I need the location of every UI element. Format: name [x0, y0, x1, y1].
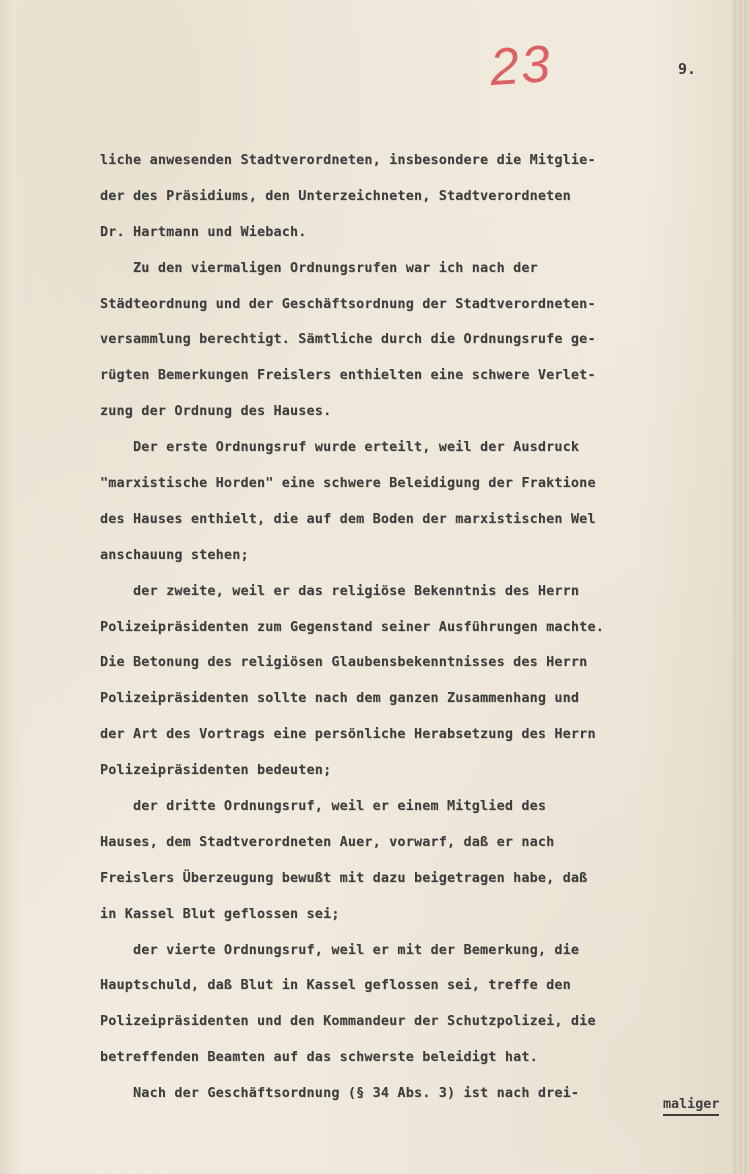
folio-number: 23: [488, 34, 554, 98]
text-line: der zweite, weil er das religiöse Bekenntnis des Herrn: [100, 583, 580, 599]
text-line: in Kassel Blut geflossen sei;: [100, 906, 340, 922]
typed-body: [100, 143, 750, 1112]
text-line: Städteordnung und der Geschäftsordnung der Stadtverordneten-: [100, 296, 596, 312]
text-line: Polizeipräsidenten und den Kommandeur der Schutzpolizei, die: [100, 1014, 596, 1030]
text-line: Hauptschuld, daß Blut in Kassel geflossen sei, treffe den: [100, 978, 571, 994]
text-line: der dritte Ordnungsruf, weil er einem Mitglied des: [100, 799, 547, 815]
text-line: liche anwesenden Stadtverordneten, insbesondere die Mitglie-: [100, 153, 596, 168]
text-line: Polizeipräsidenten zum Gegenstand seiner Ausführungen machte.: [100, 619, 604, 635]
text-line: der des Präsidiums, den Unterzeichneten, Stadtverordneten: [100, 188, 571, 204]
text-line: des Hauses enthielt, die auf dem Boden der marxistischen Wel: [100, 511, 596, 527]
text-line: betreffenden Beamten auf das schwerste beleidigt hat.: [100, 1050, 538, 1066]
page-number: 9.: [678, 60, 697, 78]
text-line: Polizeipräsidenten sollte nach dem ganzen Zusammenhang und: [100, 691, 580, 707]
text-line: Hauses, dem Stadtverordneten Auer, vorwarf, daß er nach: [100, 834, 555, 850]
text-line: der vierte Ordnungsruf, weil er mit der Bemerkung, die: [100, 942, 580, 958]
paper-left-edge: [0, 0, 22, 1174]
text-line: Zu den viermaligen Ordnungsrufen war ich nach der: [100, 260, 538, 276]
text-line: Die Betonung des religiösen Glaubensbekenntnisses des Herrn: [100, 655, 588, 671]
text-line: Dr. Hartmann und Wiebach.: [100, 224, 307, 240]
text-line: rügten Bemerkungen Freislers enthielten eine schwere Verlet-: [100, 368, 596, 384]
text-line: Nach der Geschäftsordnung (§ 34 Abs. 3) ist nach drei-: [100, 1086, 580, 1102]
text-line: der Art des Vortrags eine persönliche Herabsetzung des Herrn: [100, 727, 596, 743]
text-line: versammlung berechtigt. Sämtliche durch die Ordnungsrufe ge-: [100, 332, 596, 348]
catchword: maliger: [663, 1096, 719, 1116]
text-line: Freislers Überzeugung bewußt mit dazu beigetragen habe, daß: [100, 870, 588, 886]
text-line: zung der Ordnung des Hauses.: [100, 404, 332, 420]
text-line: anschauung stehen;: [100, 547, 249, 563]
text-line: Der erste Ordnungsruf wurde erteilt, weil der Ausdruck: [100, 440, 580, 456]
text-line: Polizeipräsidenten bedeuten;: [100, 763, 332, 779]
text-line: "marxistische Horden" eine schwere Beleidigung der Fraktione: [100, 476, 596, 492]
